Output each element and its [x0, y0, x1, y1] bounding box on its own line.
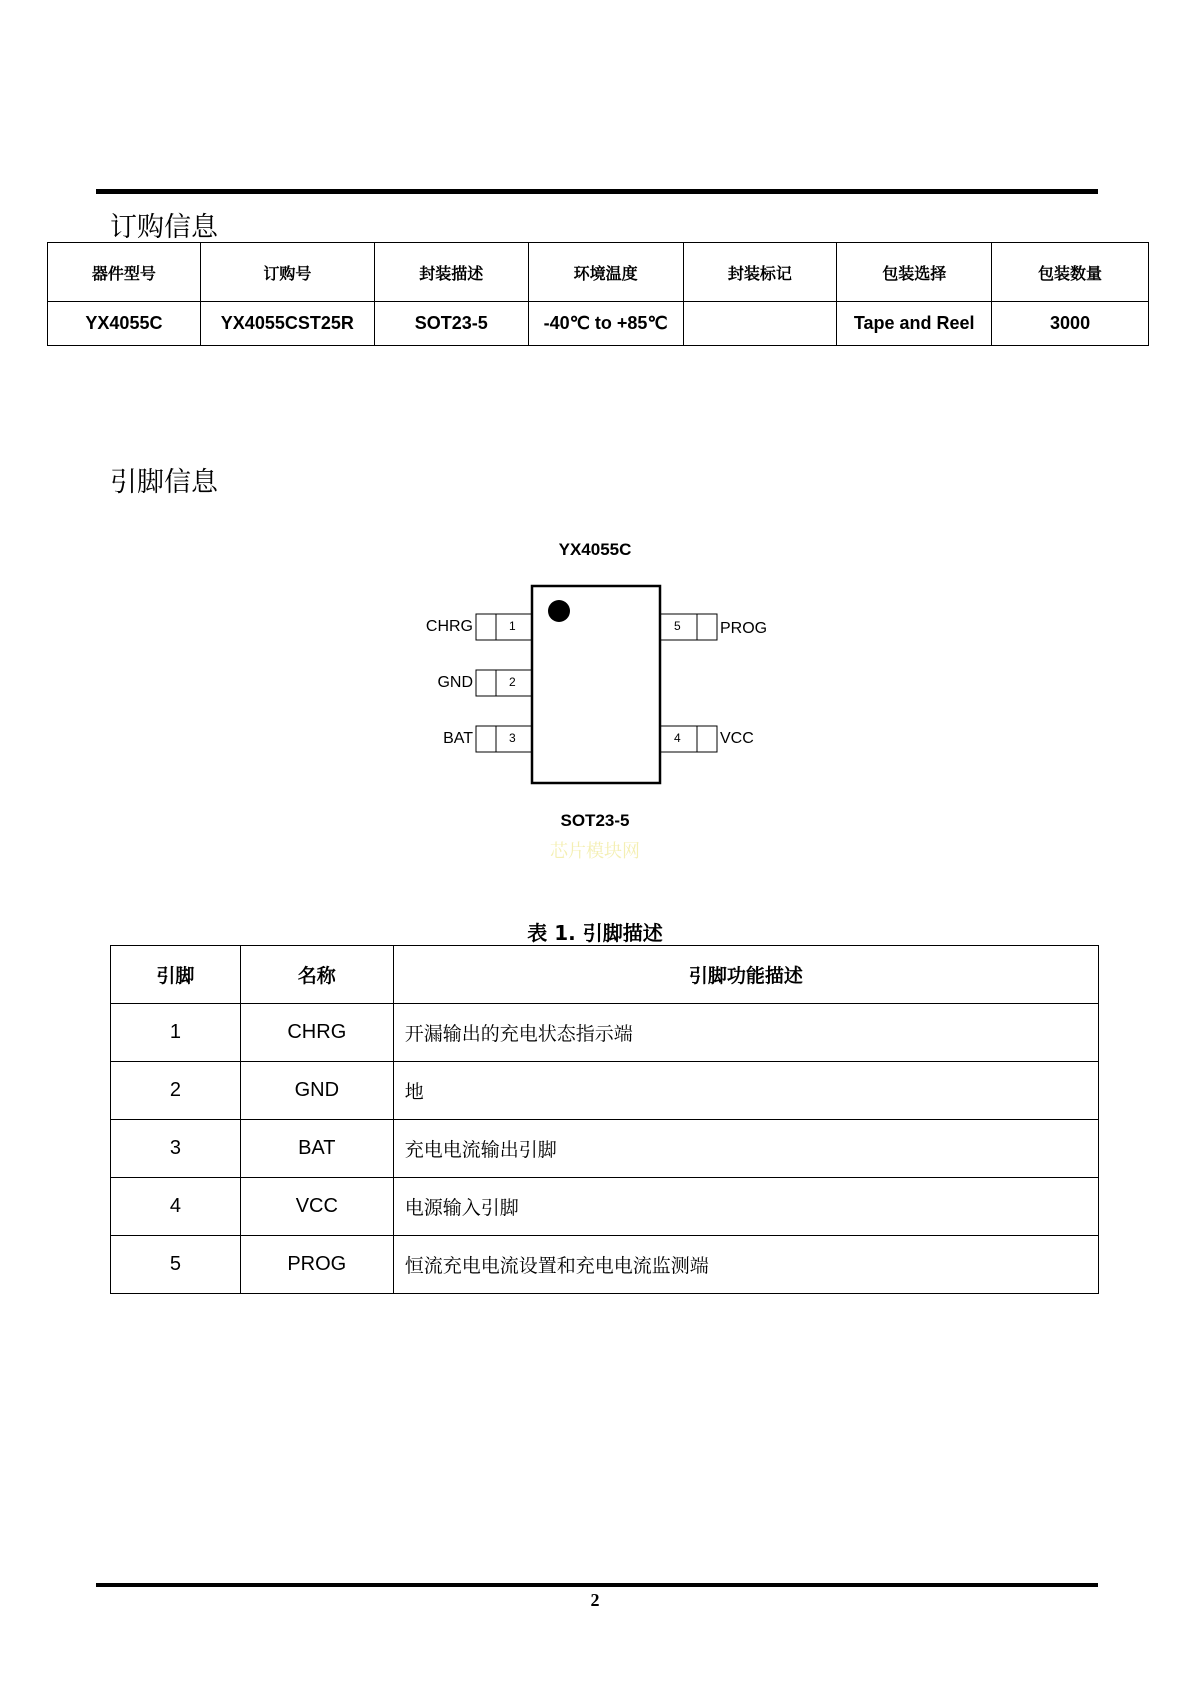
pin-number-cell: 2: [111, 1062, 241, 1120]
pin-box: [476, 670, 532, 696]
table-row: [111, 1004, 1099, 1062]
table-row: [111, 1178, 1099, 1236]
ordering-header: 订购号: [200, 243, 374, 302]
ordering-cell: YX4055CST25R: [200, 302, 374, 346]
pin-name-cell: PROG: [240, 1236, 393, 1294]
pin-number-cell: 1: [111, 1004, 241, 1062]
ordering-cell: YX4055C: [48, 302, 201, 346]
pin-number-cell: 5: [111, 1236, 241, 1294]
pin-box: [660, 726, 717, 752]
chip-name: YX4055C: [558, 540, 632, 559]
package-name: SOT23-5: [560, 811, 630, 830]
pin-name-cell: CHRG: [240, 1004, 393, 1062]
pin1-dot: [548, 600, 570, 622]
pin-label-gnd: GND: [437, 674, 473, 691]
pin-box: [476, 726, 532, 752]
pin-desc-cell: 恒流充电电流设置和充电电流监测端: [393, 1236, 1098, 1294]
ordering-title: 订购信息: [110, 212, 218, 243]
pin-num-1: 1: [509, 619, 516, 633]
ordering-cell: SOT23-5: [374, 302, 528, 346]
footer-rule: [96, 1583, 1098, 1587]
pin-label-bat: BAT: [443, 730, 473, 747]
pin-name-cell: BAT: [240, 1120, 393, 1178]
pin-box: [476, 614, 532, 640]
pin-table-header: 引脚: [111, 946, 241, 1004]
pin-label-vcc: VCC: [720, 730, 754, 747]
ordering-header: 封装标记: [683, 243, 837, 302]
pin-number-cell: 4: [111, 1178, 241, 1236]
ordering-header: 封装描述: [374, 243, 528, 302]
ordering-cell: -40℃ to +85℃: [528, 302, 683, 346]
pin-name-cell: GND: [240, 1062, 393, 1120]
ordering-header: 包装数量: [992, 243, 1149, 302]
pin-table-header: 名称: [240, 946, 393, 1004]
pin-desc-cell: 电源输入引脚: [393, 1178, 1098, 1236]
pin-box: [660, 614, 717, 640]
pin-table-header: 引脚功能描述: [393, 946, 1098, 1004]
table-row: [111, 1120, 1099, 1178]
pin-num-3: 3: [509, 731, 516, 745]
table-row: [111, 1062, 1099, 1120]
pinout-diagram: [0, 0, 1190, 820]
ordering-header: 环境温度: [528, 243, 683, 302]
pin-description-table: [110, 945, 1099, 1294]
pin-table-header-row: [111, 946, 1099, 1004]
pin-label-prog: PROG: [720, 620, 768, 637]
pin-label-chrg: CHRG: [425, 618, 473, 635]
pin-num-2: 2: [509, 675, 516, 689]
pin-num-4: 4: [674, 731, 681, 745]
pin-table-caption: 表 1. 引脚描述: [527, 921, 663, 945]
ordering-cell: 3000: [992, 302, 1149, 346]
pin-info-title: 引脚信息: [110, 467, 218, 498]
pin-desc-cell: 充电电流输出引脚: [393, 1120, 1098, 1178]
watermark: 芯片模块网: [550, 841, 640, 862]
pin-desc-cell: 开漏输出的充电状态指示端: [393, 1004, 1098, 1062]
pin-desc-cell: 地: [393, 1062, 1098, 1120]
pin-num-5: 5: [674, 619, 681, 633]
page-number: 2: [590, 1590, 600, 1610]
ordering-header: 器件型号: [48, 243, 201, 302]
ordering-cell: Tape and Reel: [837, 302, 992, 346]
table-row: [111, 1236, 1099, 1294]
pin-number-cell: 3: [111, 1120, 241, 1178]
ordering-header: 包装选择: [837, 243, 992, 302]
pin-name-cell: VCC: [240, 1178, 393, 1236]
